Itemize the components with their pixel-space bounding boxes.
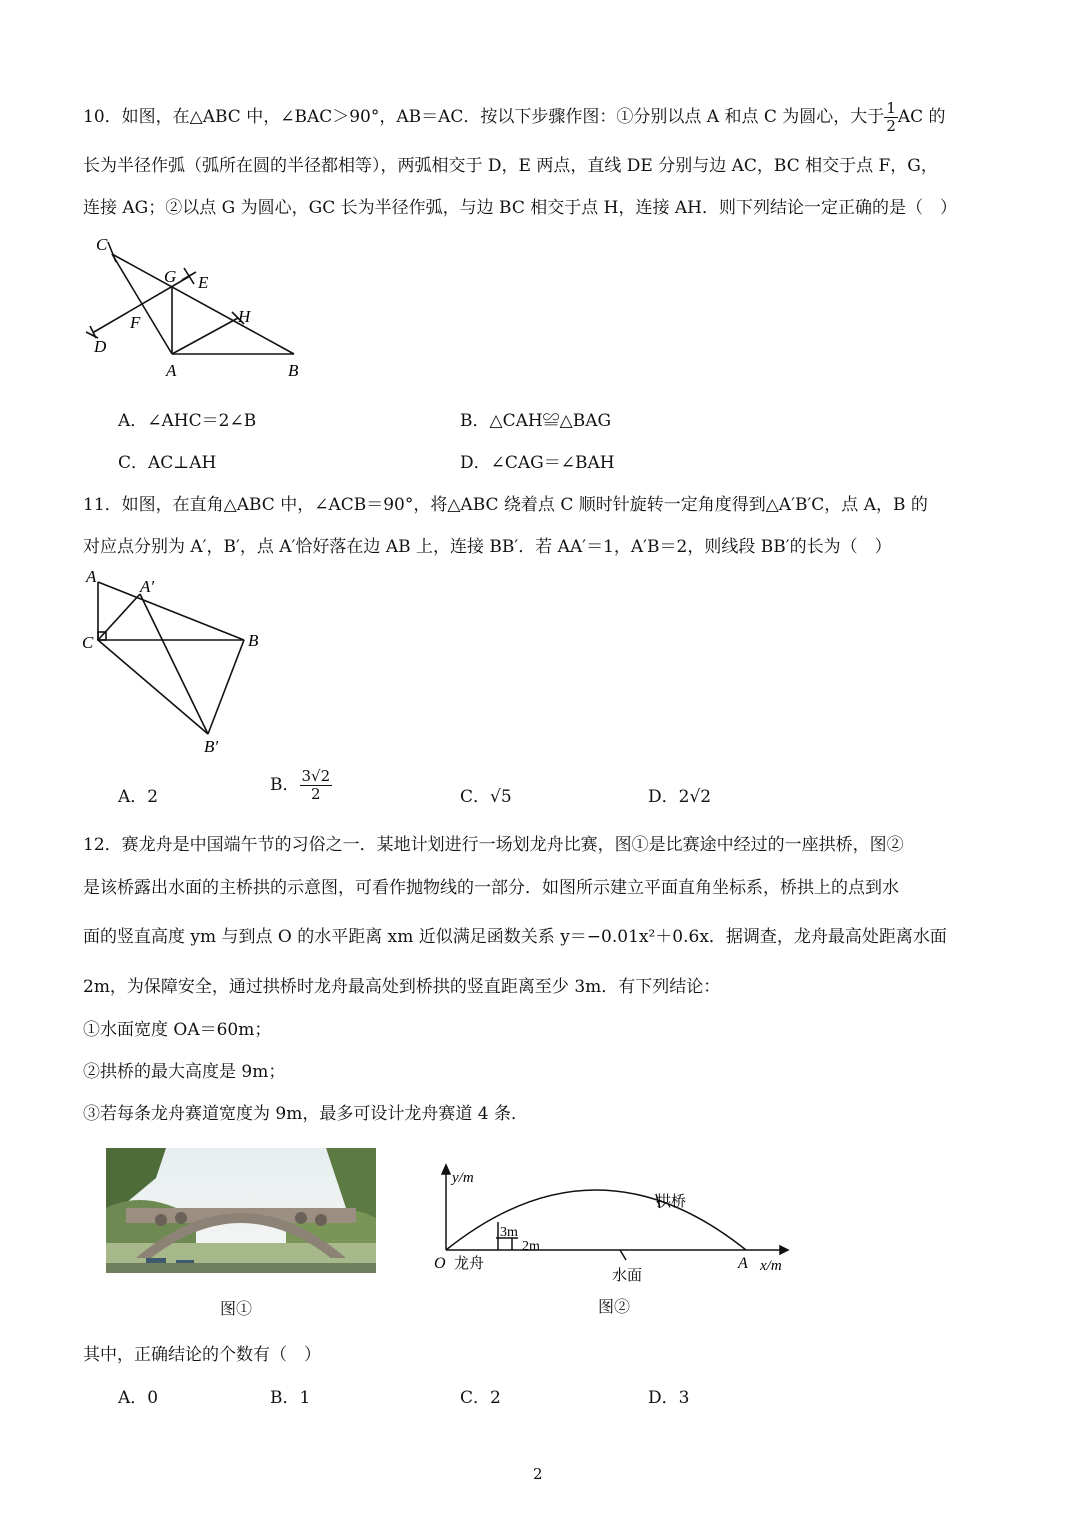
q10-label-h: H bbox=[238, 307, 251, 326]
q10-option-c[interactable]: C．AC⊥AH bbox=[118, 453, 217, 473]
q11-option-b-prefix: B． bbox=[270, 775, 300, 795]
q11-option-b-den: 2 bbox=[311, 785, 321, 803]
q12-figure2 bbox=[430, 1160, 800, 1290]
q11-option-a[interactable]: A．2 bbox=[118, 787, 159, 807]
q11-seg-ca1 bbox=[98, 594, 140, 640]
q11-option-b-num: 3√2 bbox=[301, 767, 331, 785]
q10-option-d[interactable]: D．∠CAG＝∠BAH bbox=[460, 453, 615, 473]
q10-label-g: G bbox=[164, 267, 177, 286]
q10-line1-a: 10．如图，在△ABC 中，∠BAC＞90°，AB＝AC．按以下步骤作图：①分别以点 A 和点 C 为圆心，大于 bbox=[83, 107, 885, 127]
q10-seg-ah bbox=[172, 318, 238, 354]
q12-statement-3: ③若每条龙舟赛道宽度为 9m，最多可设计龙舟赛道 4 条． bbox=[83, 1104, 528, 1124]
q11-label-c: C bbox=[82, 633, 94, 652]
q12-option-a[interactable]: A．0 bbox=[118, 1388, 159, 1408]
q12-statement-1: ①水面宽度 OA＝60m； bbox=[83, 1020, 272, 1040]
q10-label-f: F bbox=[130, 313, 141, 332]
q11-seg-cb1 bbox=[98, 640, 208, 734]
fig2-3m-label: 3m bbox=[500, 1225, 518, 1240]
bridge-photo-drawing bbox=[106, 1148, 376, 1273]
q10-frac-den: 2 bbox=[886, 117, 896, 135]
q12-line2: 是该桥露出水面的主桥拱的示意图，可看作抛物线的一部分．如图所示建立平面直角坐标系，桥拱上的点到水 bbox=[83, 878, 899, 898]
q10-fraction bbox=[884, 100, 898, 135]
q10-label-a: A bbox=[166, 361, 177, 380]
q10-line3: 连接 AG；②以点 G 为圆心，GC 长为半径作弧，与边 BC 相交于点 H，连接 AH．则下列结论一定正确的是（ ） bbox=[83, 198, 957, 218]
q10-seg-cb bbox=[112, 254, 294, 354]
x-axis-arrow bbox=[780, 1246, 788, 1254]
q10-label-b: B bbox=[288, 361, 299, 380]
q10-arc-c bbox=[108, 242, 116, 262]
q10-option-b[interactable]: B．△CAH≌△BAG bbox=[460, 411, 612, 431]
q11-option-b[interactable] bbox=[270, 768, 332, 803]
q10-line1 bbox=[83, 100, 946, 135]
q10-label-c: C bbox=[96, 235, 108, 254]
fig2-boat-label: 龙舟 bbox=[454, 1256, 485, 1272]
q11-line2: 对应点分别为 A′，B′，点 A′恰好落在边 AB 上，连接 BB′．若 AA′＝1，A′B＝2，则线段 BB′的长为（ ） bbox=[83, 537, 892, 557]
bridge-parabola bbox=[446, 1190, 746, 1250]
water-leader-line bbox=[620, 1250, 626, 1260]
q11-line1: 11．如图，在直角△ABC 中，∠ACB＝90°，将△ABC 绕着点 C 顺时针旋转一定角度得到△A′B′C，点 A，B 的 bbox=[83, 495, 928, 515]
fig2-x-label: x/m bbox=[760, 1258, 782, 1274]
q11-label-a: A bbox=[86, 567, 97, 586]
q10-arc-e bbox=[182, 268, 196, 284]
fig2-water-label: 水面 bbox=[612, 1268, 643, 1284]
q10-label-d: D bbox=[94, 337, 107, 356]
q11-option-c[interactable]: C．√5 bbox=[460, 787, 512, 807]
q12-option-c[interactable]: C．2 bbox=[460, 1388, 501, 1408]
figure1-caption: 图① bbox=[220, 1299, 253, 1318]
q12-line1: 12．赛龙舟是中国端午节的习俗之一．某地计划进行一场划龙舟比赛，图①是比赛途中经过的一座拱桥，图② bbox=[83, 835, 904, 855]
fig2-bridge-label: 拱桥 bbox=[656, 1194, 687, 1210]
q11-label-b: B bbox=[248, 631, 259, 650]
q12-option-d[interactable]: D．3 bbox=[648, 1388, 690, 1408]
q10-frac-num: 1 bbox=[886, 99, 896, 117]
q12-line3: 面的竖直高度 ym 与到点 O 的水平距离 xm 近似满足函数关系 y＝−0.01x²＋0.6x．据调查，龙舟最高处距离水面 bbox=[83, 927, 947, 947]
figure2-caption: 图② bbox=[598, 1297, 631, 1316]
fig2-origin-label: O bbox=[434, 1255, 446, 1272]
fig2-2m-label: 2m bbox=[522, 1239, 540, 1254]
q11-option-b-fraction bbox=[300, 768, 333, 803]
q11-seg-ab bbox=[98, 582, 244, 640]
q12-statement-2: ②拱桥的最大高度是 9m； bbox=[83, 1062, 286, 1082]
page-number: 2 bbox=[533, 1465, 543, 1483]
q11-label-a1: A′ bbox=[140, 577, 155, 596]
q12-line4: 2m，为保障安全，通过拱桥时龙舟最高处到桥拱的竖直距离至少 3m．有下列结论： bbox=[83, 977, 721, 997]
y-axis-arrow bbox=[442, 1165, 450, 1174]
q12-question: 其中，正确结论的个数有（ ） bbox=[83, 1345, 321, 1365]
fig2-a-label: A bbox=[738, 1255, 748, 1272]
q11-option-d[interactable]: D．2√2 bbox=[648, 787, 712, 807]
q12-option-b[interactable]: B．1 bbox=[270, 1388, 311, 1408]
q11-seg-a1b1 bbox=[140, 594, 208, 734]
q10-figure bbox=[78, 232, 338, 382]
q10-label-e: E bbox=[198, 273, 209, 292]
q10-line1-b: AC 的 bbox=[897, 107, 946, 127]
fig2-y-label: y/m bbox=[452, 1170, 474, 1186]
q10-option-a[interactable]: A．∠AHC＝2∠B bbox=[118, 411, 257, 431]
q11-figure bbox=[78, 562, 278, 762]
bridge-photo bbox=[106, 1148, 376, 1273]
q11-seg-bb1 bbox=[208, 640, 244, 734]
q10-line2: 长为半径作弧（弧所在圆的半径都相等），两弧相交于 D，E 两点，直线 DE 分别与边 AC，BC 相交于点 F，G， bbox=[83, 156, 938, 176]
q11-label-b1: B′ bbox=[204, 737, 219, 756]
